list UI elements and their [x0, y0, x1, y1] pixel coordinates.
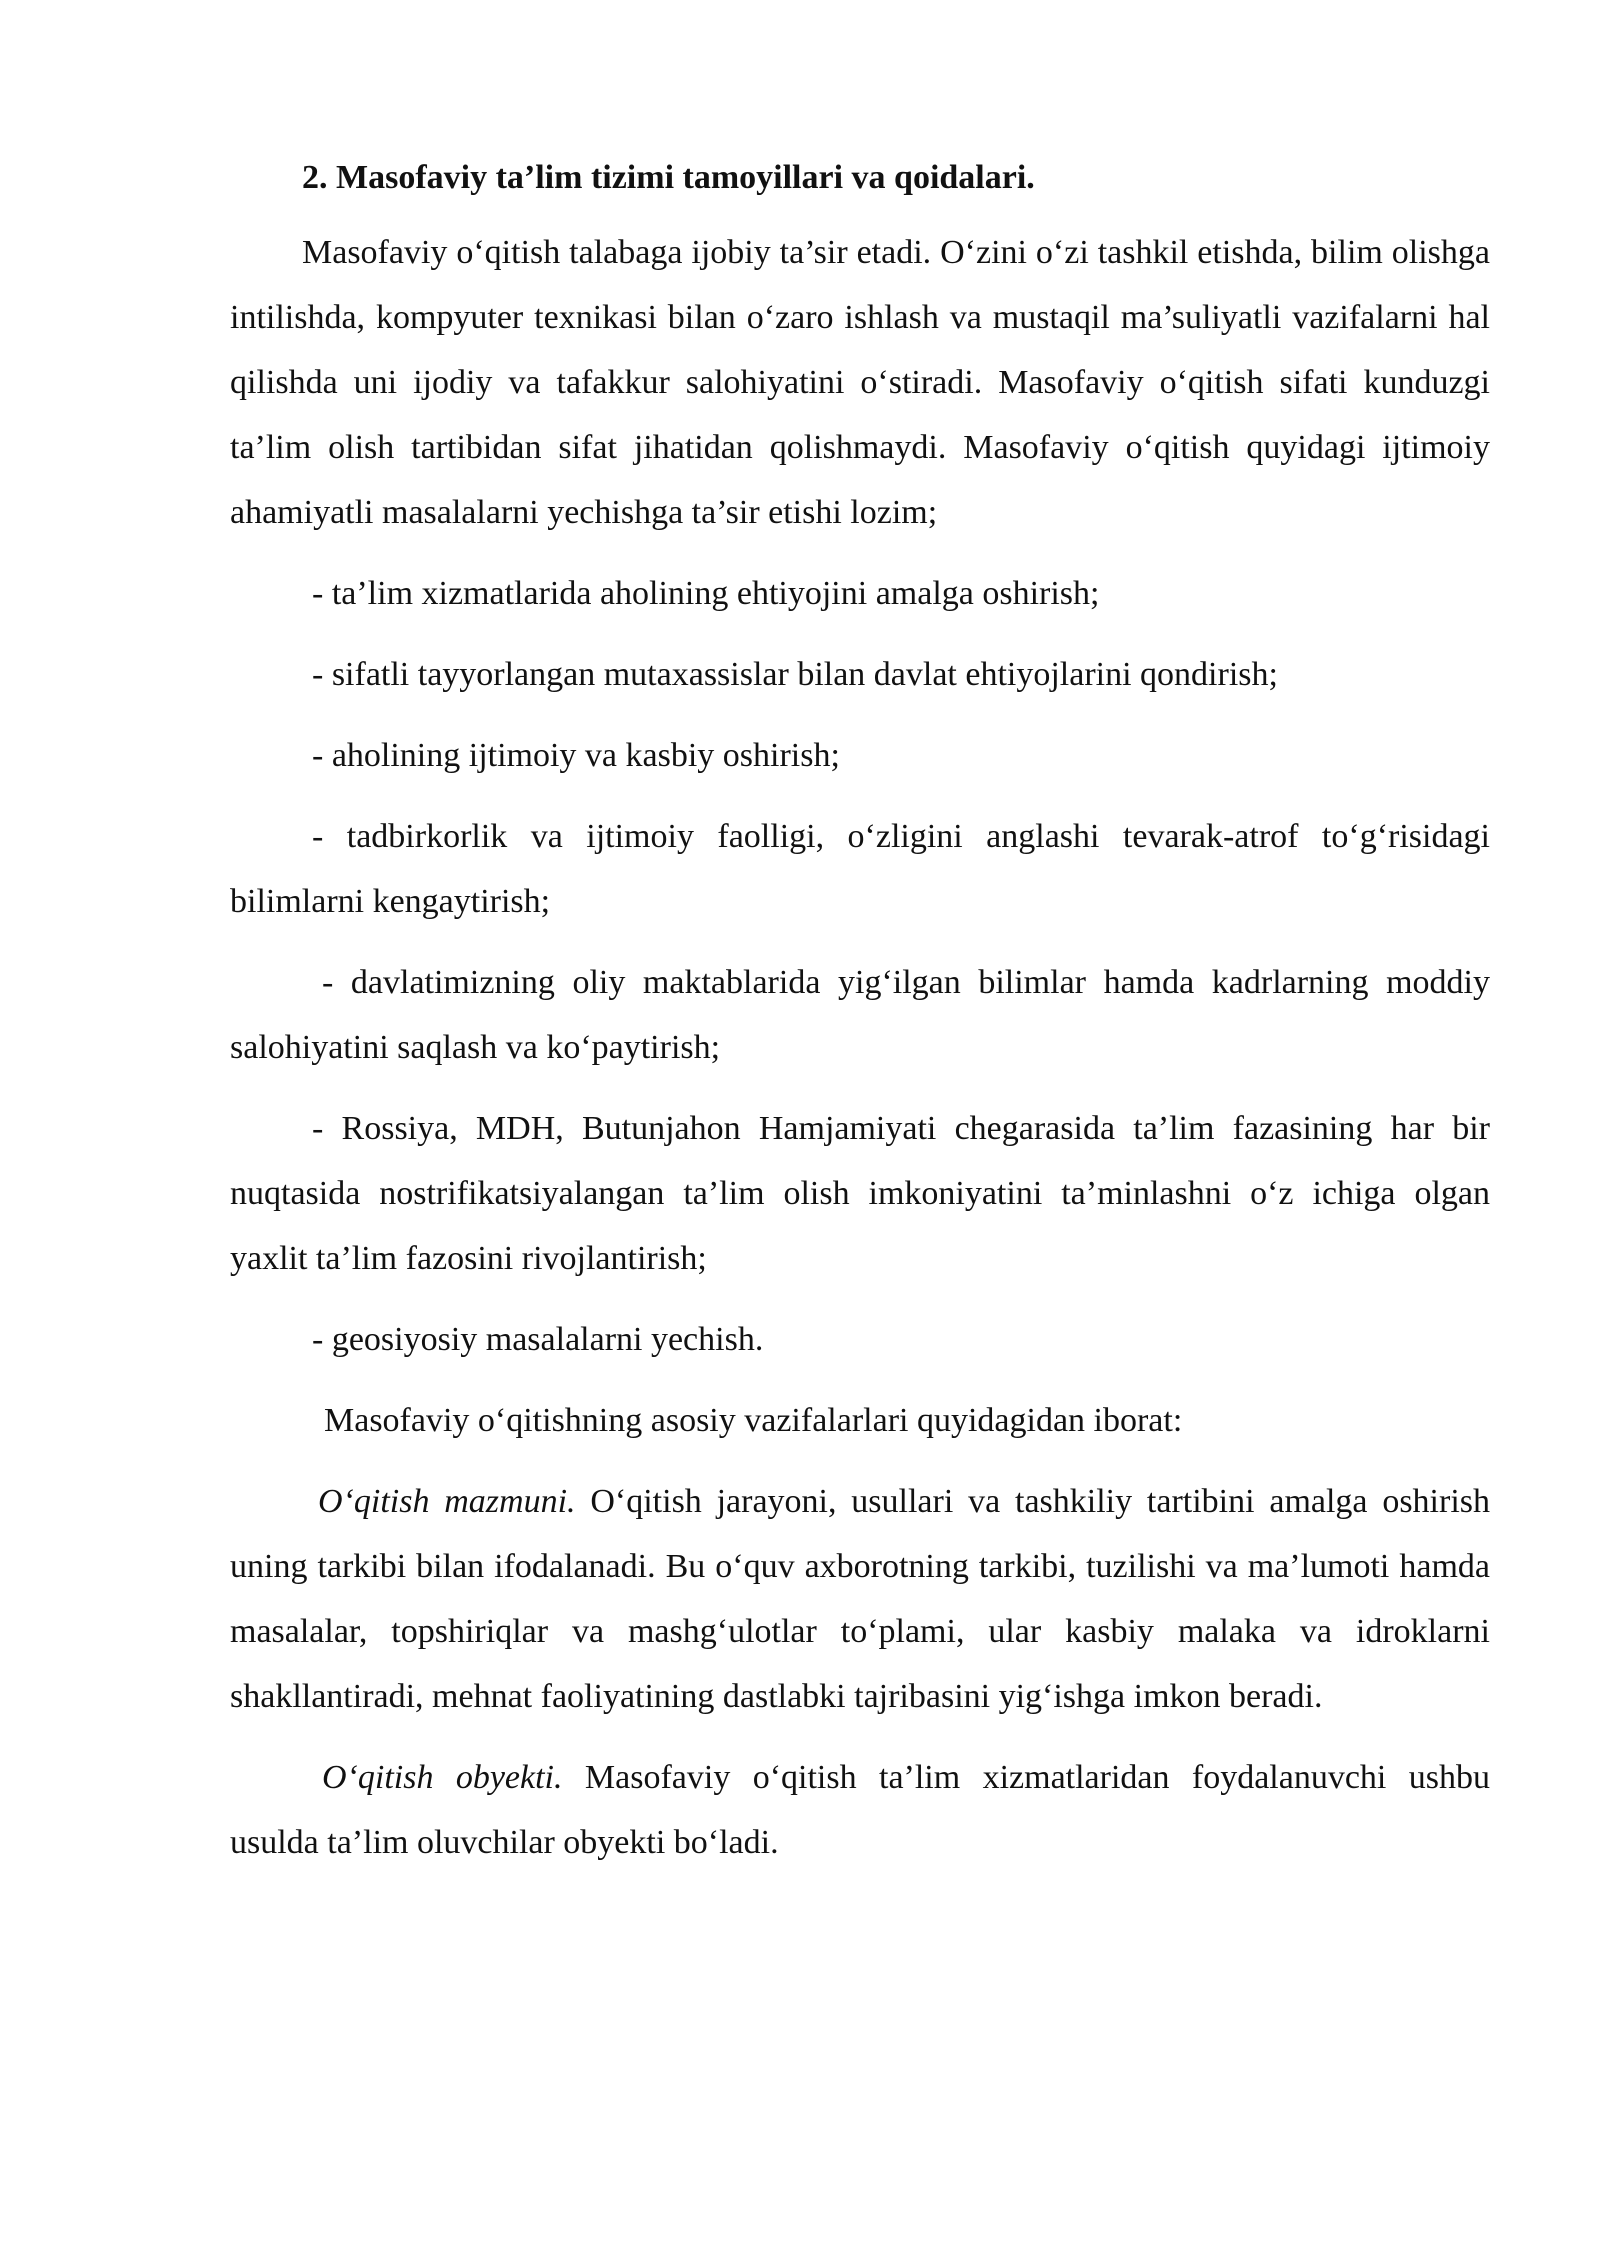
list-item: - tadbirkorlik va ijtimoiy faolligi, o‘zligini anglashi tevarak-atrof to‘g‘risidagi bilimlarni kengaytirish; [230, 818, 1490, 920]
object-text: Masofaviy o‘qitish ta’lim xizmatlaridan foydalanuvchi ushbu usulda ta’lim oluvchilar obyekti bo‘ladi. [230, 1759, 1490, 1861]
list-item: - geosiyosiy masalalarni yechish. [312, 1321, 764, 1358]
list-item: - aholining ijtimoiy va kasbiy oshirish; [312, 737, 840, 774]
tasks-intro-paragraph: Masofaviy o‘qitishning asosiy vazifalarlari quyidagidan iborat: [324, 1402, 1183, 1439]
section-heading: 2. Masofaviy ta’lim tizimi tamoyillari va qoidalari. [302, 159, 1035, 196]
list-item: - sifatli tayyorlangan mutaxassislar bilan davlat ehtiyojlarini qondirish; [312, 656, 1278, 693]
object-paragraph [230, 1745, 1490, 1875]
intro-paragraph: Masofaviy o‘qitish talabaga ijobiy ta’sir etadi. O‘zini o‘zi tashkil etishda, bilim olishga intilishda, kompyuter texnikasi bilan o‘zaro ishlash va mustaqil ma’suliyatli vazifalarni hal qilishda uni ijodiy va tafakkur salohiyatini o‘stiradi. Masofaviy o‘qitish sifati kunduzgi ta’lim olish tartibidan sifat jihatidan qolishmaydi. Masofaviy o‘qitish quyidagi ijtimoiy ahamiyatli masalalarni yechishga ta’sir etishi lozim; [230, 234, 1490, 531]
content-paragraph [230, 1469, 1490, 1729]
object-term: O‘qitish obyekti. [322, 1759, 563, 1796]
list-item: - davlatimizning oliy maktablarida yig‘ilgan bilimlar hamda kadrlarning moddiy salohiyatini saqlash va ko‘paytirish; [230, 964, 1490, 1066]
document-body [230, 148, 1490, 1891]
content-text: O‘qitish jarayoni, usullari va tashkiliy tartibini amalga oshirish uning tarkibi bilan ifodalanadi. Bu o‘quv axborotning tarkibi, tuzilishi va ma’lumoti hamda masalalar, topshiriqlar va mashg‘ulotlar to‘plami, ular kasbiy malaka va idroklarni shakllantiradi, mehnat faoliyatining dastlabki tajribasini yig‘ishga imkon beradi. [230, 1483, 1491, 1715]
list-item: - Rossiya, MDH, Butunjahon Hamjamiyati chegarasida ta’lim fazasining har bir nuqtasida nostrifikatsiyalangan ta’lim olish imkoniyatini ta’minlashni o‘z ichiga olgan yaxlit ta’lim fazosini rivojlantirish; [230, 1110, 1490, 1277]
list-item: - ta’lim xizmatlarida aholining ehtiyojini amalga oshirish; [312, 575, 1100, 612]
content-term: O‘qitish mazmuni. [318, 1483, 576, 1520]
